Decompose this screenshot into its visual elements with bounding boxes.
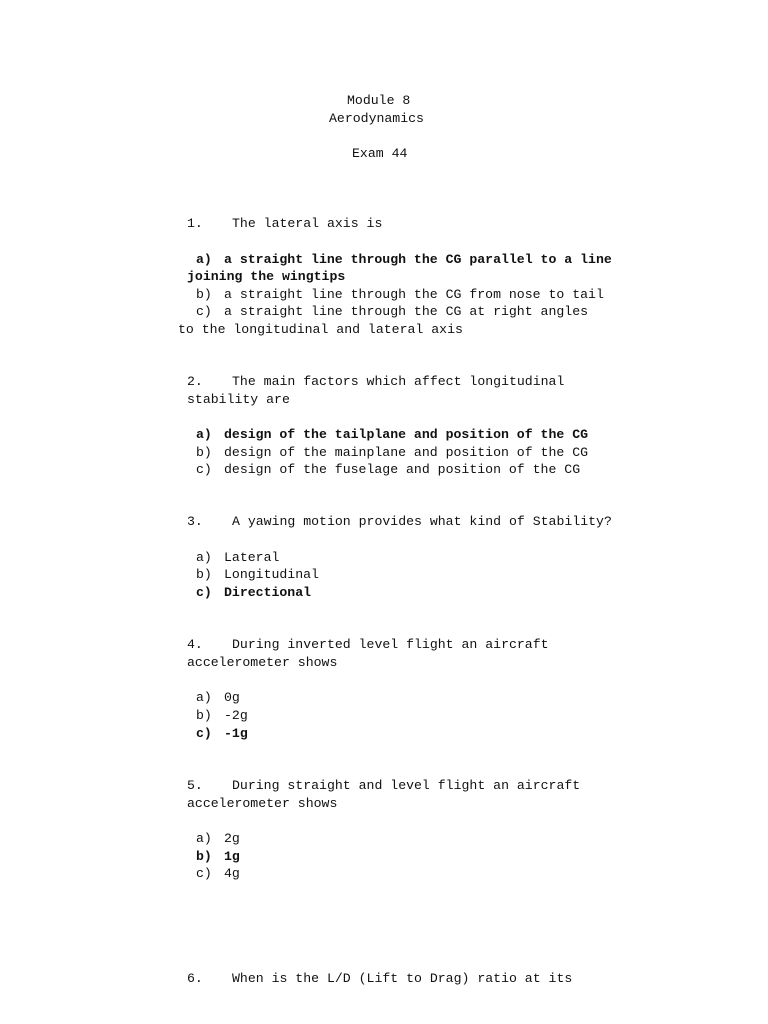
module-title: Module 8 (347, 93, 411, 108)
option-letter: c) (196, 304, 212, 319)
option-text: design of the fuselage and position of the CG (224, 462, 581, 477)
option-letter: a) (196, 252, 212, 267)
option-text: 2g (224, 831, 240, 846)
question-text: During inverted level flight an aircraft (232, 637, 549, 652)
option-text: 0g (224, 690, 240, 705)
option-text: Lateral (224, 550, 280, 565)
option-text: a straight line through the CG at right angles (224, 304, 589, 319)
option-letter: b) (196, 567, 212, 582)
question-text: A yawing motion provides what kind of Stability? (232, 514, 612, 529)
option-letter: b) (196, 287, 212, 302)
option-letter: b) (196, 445, 212, 460)
option-text: joining the wingtips (187, 269, 346, 284)
question-number: 2. (187, 374, 203, 389)
option-text: Directional (224, 585, 312, 600)
option-text: -2g (224, 708, 248, 723)
option-letter: c) (196, 462, 212, 477)
option-letter: b) (196, 708, 212, 723)
option-letter: c) (196, 726, 212, 741)
option-text: design of the mainplane and position of the CG (224, 445, 589, 460)
option-text: a straight line through the CG parallel to a line (224, 252, 612, 267)
question-text: The lateral axis is (232, 216, 383, 231)
question-text: stability are (187, 392, 290, 407)
option-text: 4g (224, 866, 240, 881)
question-number: 4. (187, 637, 203, 652)
option-letter: c) (196, 866, 212, 881)
question-text: During straight and level flight an aircraft (232, 778, 581, 793)
option-letter: a) (196, 831, 212, 846)
option-text: -1g (224, 726, 248, 741)
question-text: When is the L/D (Lift to Drag) ratio at its (232, 971, 573, 986)
option-letter: c) (196, 585, 212, 600)
question-number: 3. (187, 514, 203, 529)
question-number: 5. (187, 778, 203, 793)
question-number: 1. (187, 216, 203, 231)
option-text: 1g (224, 849, 240, 864)
option-letter: a) (196, 550, 212, 565)
exam-title: Exam 44 (352, 146, 408, 161)
option-letter: b) (196, 849, 212, 864)
question-number: 6. (187, 971, 203, 986)
option-letter: a) (196, 427, 212, 442)
question-text: The main factors which affect longitudinal (232, 374, 565, 389)
question-text: accelerometer shows (187, 655, 338, 670)
subject-title: Aerodynamics (329, 111, 424, 126)
option-text: design of the tailplane and position of the CG (224, 427, 589, 442)
question-text: accelerometer shows (187, 796, 338, 811)
option-text: Longitudinal (224, 567, 319, 582)
option-letter: a) (196, 690, 212, 705)
option-text: a straight line through the CG from nose to tail (224, 287, 604, 302)
option-text: to the longitudinal and lateral axis (178, 322, 463, 337)
